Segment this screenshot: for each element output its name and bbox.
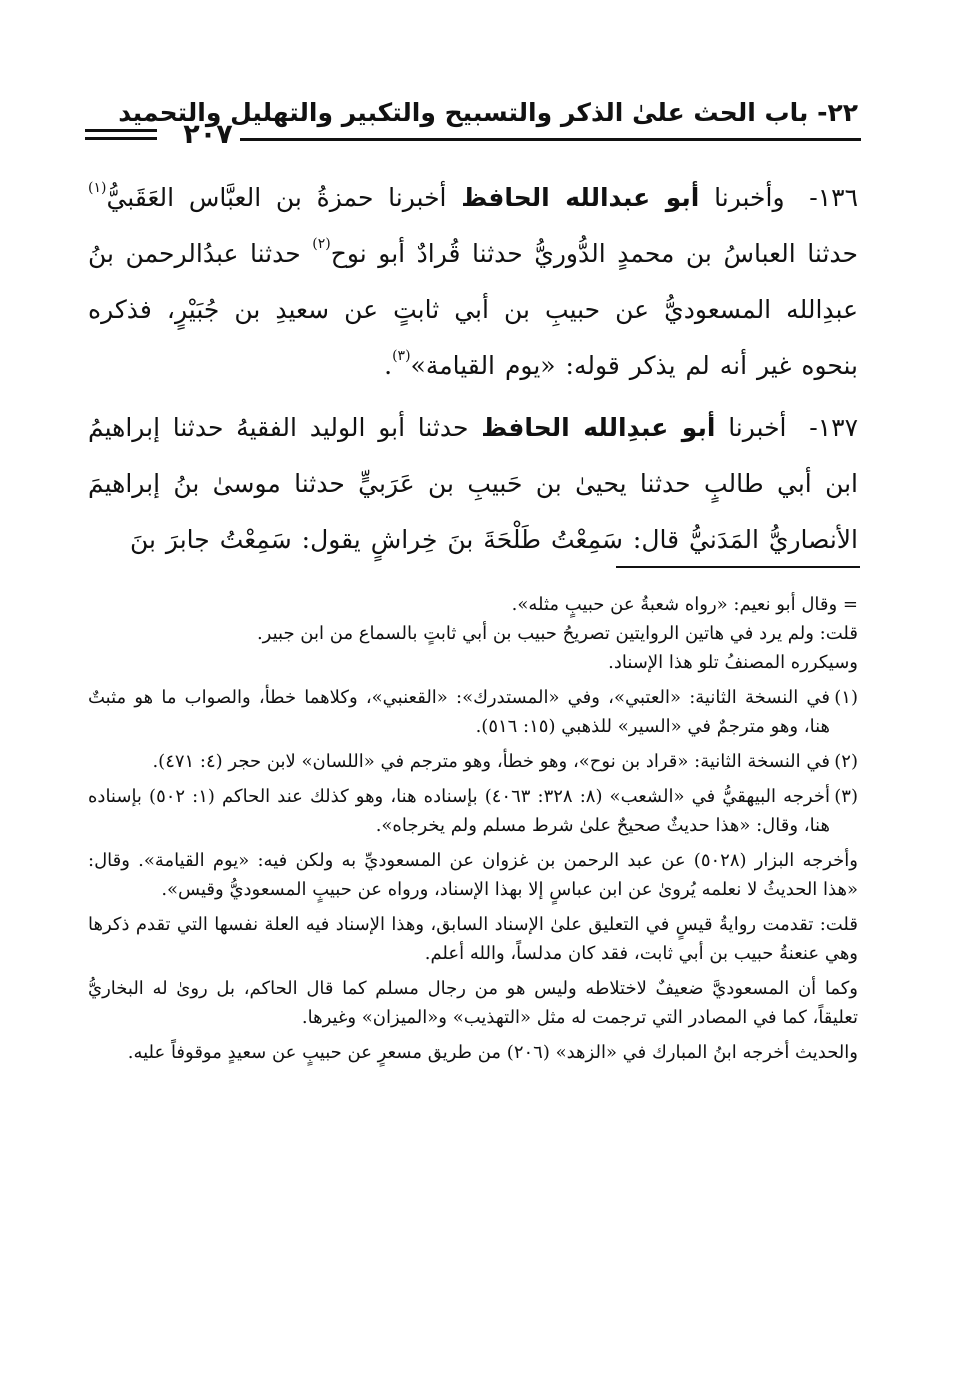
- header-rule-right: [240, 138, 861, 141]
- footnote-2: [88, 747, 858, 776]
- footnote-ref: (١): [88, 180, 107, 196]
- hadith-text: حدثنا عبدُالرحمن بنُ عبدِالله المسعوديُّ عن حبيبِ بن أبي ثابتٍ عن سعيدِ بن جُبَيْرٍ، فذكره بنحوه غير أنه لم يذكر قوله: «يوم القيامة»: [88, 239, 858, 380]
- hadith-text: أخبرنا: [728, 413, 787, 442]
- hadith-137: [88, 400, 858, 568]
- footnote-3-paragraph: [88, 1038, 858, 1067]
- page-number: ٢٠٧: [183, 119, 233, 150]
- footnote-1: [88, 683, 858, 741]
- chapter-title: ٢٢- باب الحث علىٰ الذكر والتسبيح والتكبير والتهليل والتحميد: [118, 98, 858, 127]
- hadith-text: أخبرنا حمزةُ بن العبَّاس العَقَبيُّ: [106, 183, 447, 212]
- footnote-3-paragraph: [88, 974, 858, 1032]
- footnote-3-paragraph: [88, 910, 858, 968]
- footnote-3-paragraph: [88, 846, 858, 904]
- footnote-text: قلت: تقدمت روايةُ قيسٍ في التعليق علىٰ الإسناد السابق، وهذا الإسناد فيه العلة نفسها التي تقدم ذكرها وهي عنعنةُ حبيب بن أبي ثابت، فقد كان مدلساً، والله أعلم.: [88, 914, 858, 964]
- footnote-text: والحديث أخرجه ابنُ المبارك في «الزهد» (٢٠٦) من طريق مسعرٍ عن حبيبٍ عن سعيدٍ موقوفاً عليه.: [127, 1042, 858, 1063]
- footnote-ref: (٢): [312, 236, 331, 252]
- hadith-number: ١٣٦-: [809, 183, 859, 212]
- footnote-ref: (٣): [392, 348, 411, 364]
- main-text: [88, 170, 858, 574]
- footnote-text: في النسخة الثانية: «العتبي»، وفي «المستدرك»: «القعنبي»، وكلاهما خطأ، والصواب ما هو مثبتٌ هنا، وهو مترجمٌ في «السير» للذهبي (١٥: ٥١٦).: [88, 687, 830, 737]
- footnote-line: قلت: ولم يرد في هاتين الروايتين تصريحُ حبيب بن أبي ثابتٍ بالسماع من ابن جبير.: [256, 623, 858, 644]
- hadith-136: [88, 170, 858, 394]
- header-rule-left-top: [85, 129, 157, 132]
- narrator-name: أبو عبدِالله الحافظ: [481, 413, 716, 442]
- footnote-continuation: [88, 590, 858, 677]
- hadith-number: ١٣٧-: [809, 413, 859, 442]
- footnote-line: وسيكرره المصنفُ تلو هذا الإسناد.: [608, 652, 858, 673]
- hadith-text: وأخبرنا: [714, 183, 785, 212]
- footnote-line: = وقال أبو نعيم: «رواه شعبةُ عن حبيبٍ مثله».: [511, 594, 858, 615]
- hadith-text: حدثنا أبو الوليد الفقيهُ حدثنا إبراهيمُ ابن أبي طالبٍ حدثنا يحيىٰ بن حَبيبِ بن عَرَبيٍّ حدثنا موسىٰ بنُ إبراهيمَ الأنصاريُّ المَدَنيُّ قال: سَمِعْتُ طَلْحَةَ بنَ خِراشٍ يقول: سَمِعْتُ جابرَ بنَ: [88, 413, 858, 554]
- footnote-text: في النسخة الثانية: «قراد بن نوح»، وهو خطأ، وهو مترجم في «اللسان» لابن حجر (٤: ٤٧١).: [152, 751, 830, 772]
- hadith-text: .: [384, 351, 393, 380]
- footnote-separator: [616, 566, 860, 568]
- footnotes: [88, 590, 858, 1073]
- header-rule-left-bottom: [85, 137, 157, 140]
- footnote-number: (١): [834, 687, 858, 708]
- hadith-text: حدثنا العباسُ بن محمدٍ الدُّوريُّ حدثنا قُرادٌ أبو نوح: [330, 239, 858, 268]
- footnote-text: أخرجه البيهقيُّ في «الشعب» (٨: ٣٢٨: ٤٠٦٣) بإسناده هنا، وهو كذلك عند الحاكم (١: ٥٠٢) بإسناده هنا، وقال: «هذا حديثٌ صحيحٌ علىٰ شرط مسلم ولم يخرجاه».: [88, 786, 830, 836]
- footnote-text: وأخرجه البزار (٥٠٢٨) عن عبد الرحمن بن غزوان عن المسعوديِّ به ولكن فيه: «يوم القيامة». وقال: «هذا الحديثُ لا نعلمه يُروىٰ عن ابن عباسٍ إلا بهذا الإسناد، ورواه عن حبيبٍ المسعوديُّ وقيس».: [88, 850, 858, 900]
- footnote-number: (٣): [834, 786, 858, 807]
- narrator-name: أبو عبدالله الحافظ: [461, 183, 700, 212]
- footnote-text: وكما أن المسعوديَّ ضعيفٌ لاختلاطه وليس هو من رجال مسلم كما قال الحاكم، بل روىٰ له البخاريُّ تعليقاً، كما في المصادر التي ترجمت له مثل «التهذيب» و«الميزان» وغيرها.: [88, 978, 858, 1028]
- footnote-3: [88, 782, 858, 840]
- footnote-number: (٢): [834, 751, 858, 772]
